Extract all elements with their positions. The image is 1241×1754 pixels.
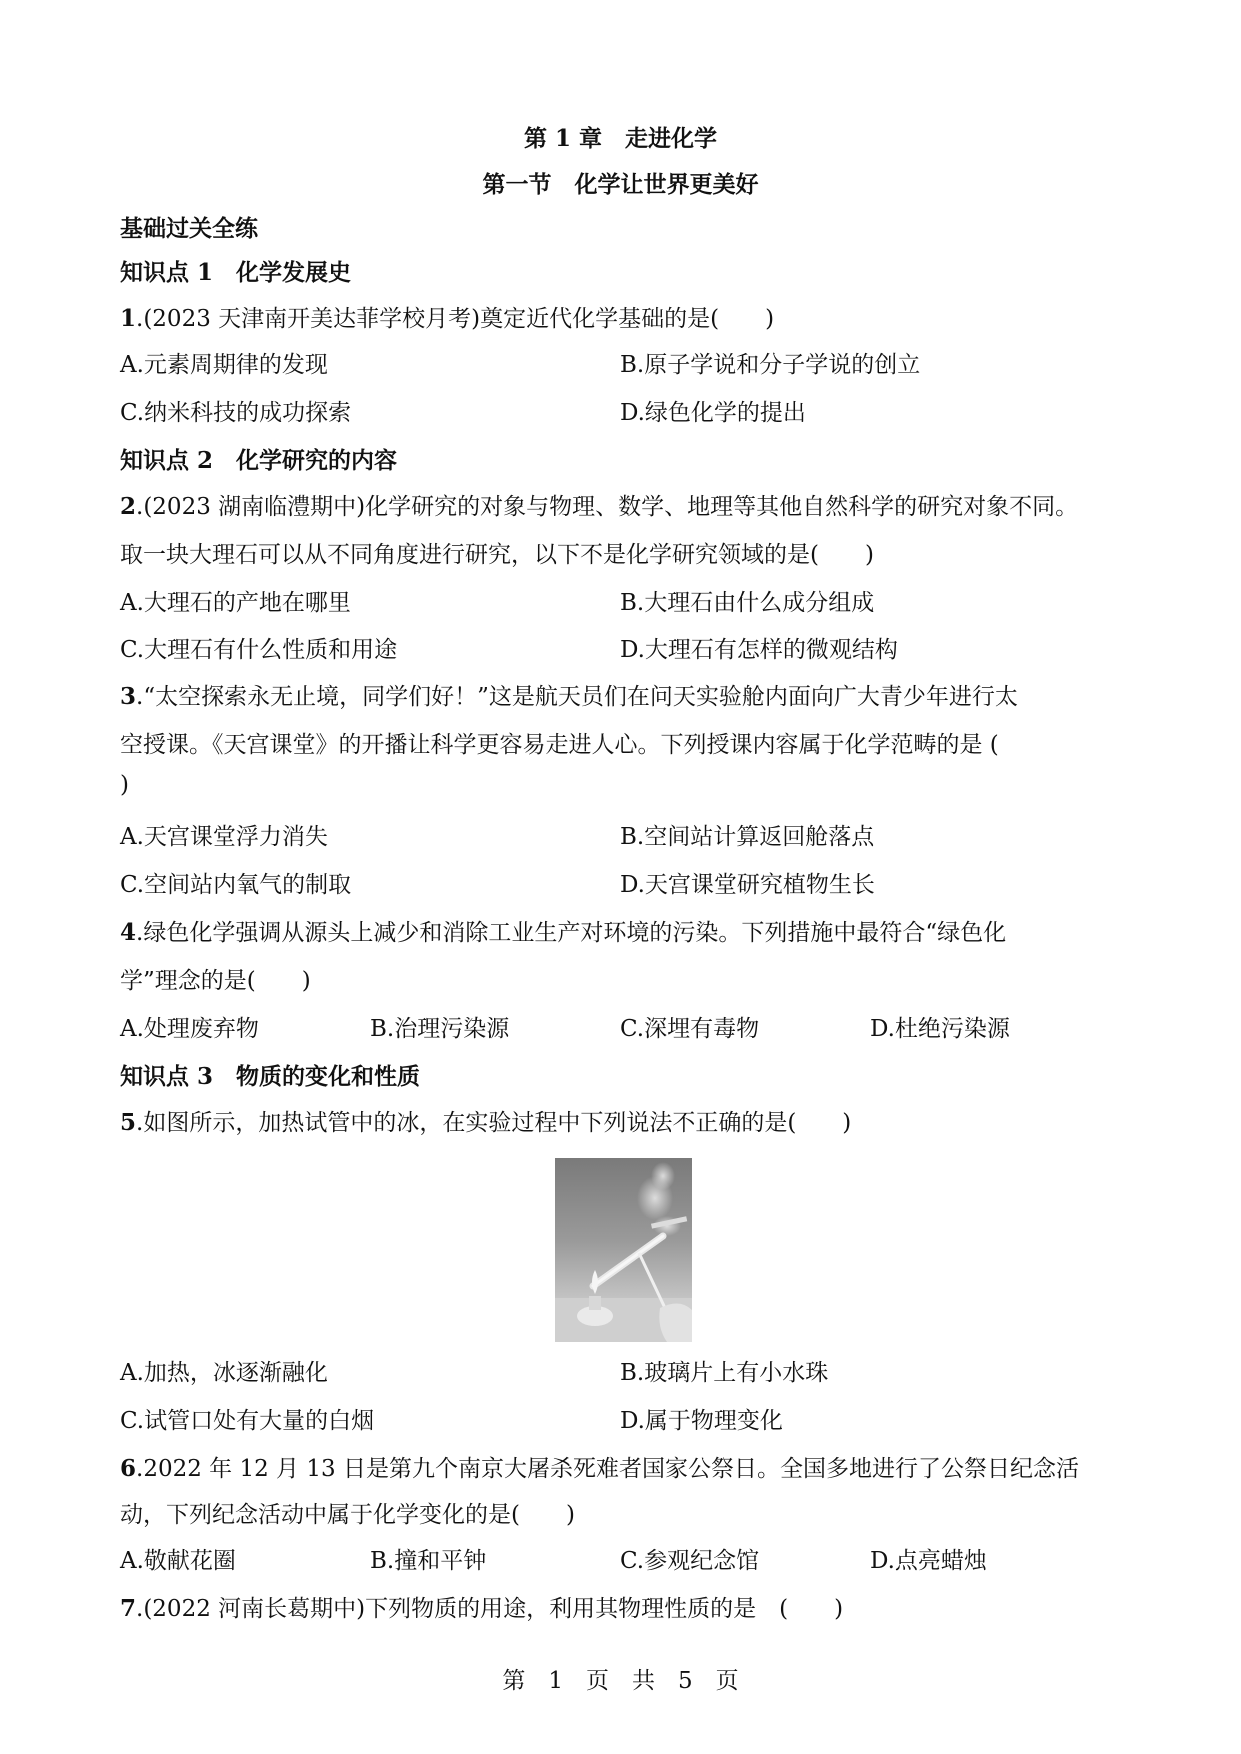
question-4 (120, 914, 1006, 947)
question-number: 4 (120, 919, 137, 946)
question-number: 7 (120, 1595, 137, 1622)
q2-option-d: D.大理石有怎样的微观结构 (620, 637, 898, 663)
q1-option-b: B.原子学说和分子学说的创立 (620, 352, 921, 378)
q5-option-c: C.试管口处有大量的白烟 (120, 1408, 375, 1434)
chapter-title: 第 1 章 走进化学 (523, 125, 718, 152)
q5-option-d: D.属于物理变化 (620, 1408, 783, 1434)
question-text: .2022 年 12 月 13 日是第九个南京大屠杀死难者国家公祭日。全国多地进行了公祭日纪念活 (136, 1456, 1079, 1482)
question-text: .“太空探索永无止境，同学们好！”这是航天员们在问天实验舱内面向广大青少年进行太 (136, 684, 1018, 710)
question-2 (120, 488, 1078, 521)
q6-option-c: C.参观纪念馆 (620, 1548, 760, 1574)
question-3-line-3: ) (120, 772, 129, 798)
knowledge-point-2: 知识点 2 化学研究的内容 (120, 447, 398, 474)
heating-test-tube-illustration (555, 1158, 692, 1342)
q2-option-c: C.大理石有什么性质和用途 (120, 637, 398, 663)
question-text: .如图所示，加热试管中的冰，在实验过程中下列说法不正确的是( ) (136, 1110, 852, 1136)
knowledge-point-1: 知识点 1 化学发展史 (120, 259, 352, 286)
question-number: 2 (120, 493, 137, 520)
q4-option-c: C.深埋有毒物 (620, 1016, 760, 1042)
q3-option-d: D.天宫课堂研究植物生长 (620, 872, 875, 898)
question-text: .绿色化学强调从源头上减少和消除工业生产对环境的污染。下列措施中最符合“绿色化 (136, 920, 1007, 946)
question-6 (120, 1450, 1079, 1483)
q4-option-b: B.治理污染源 (370, 1016, 510, 1042)
question-text: .(2023 天津南开美达菲学校月考)奠定近代化学基础的是( ) (136, 306, 775, 332)
knowledge-point-3: 知识点 3 物质的变化和性质 (120, 1063, 421, 1090)
experiment-photo (555, 1158, 692, 1342)
question-text: .(2023 湖南临澧期中)化学研究的对象与物理、数学、地理等其他自然科学的研究对象不同。 (136, 494, 1079, 520)
question-7 (120, 1590, 843, 1623)
page-footer: 第 1 页 共 5 页 (502, 1668, 739, 1694)
question-6-line-2: 动，下列纪念活动中属于化学变化的是( ) (120, 1502, 575, 1528)
q2-option-a: A.大理石的产地在哪里 (120, 590, 351, 616)
q1-option-d: D.绿色化学的提出 (620, 400, 806, 426)
section-title: 第一节 化学让世界更美好 (482, 171, 759, 198)
question-3-line-2: 空授课。《天宫课堂》的开播让科学更容易走进人心。下列授课内容属于化学范畴的是 ( (120, 732, 999, 758)
q3-option-c: C.空间站内氧气的制取 (120, 872, 352, 898)
question-number: 1 (120, 305, 137, 332)
q4-option-a: A.处理废弃物 (120, 1016, 259, 1042)
q6-option-b: B.撞和平钟 (370, 1548, 487, 1574)
q5-option-a: A.加热，冰逐渐融化 (120, 1360, 328, 1386)
question-text: .(2022 河南长葛期中)下列物质的用途，利用其物理性质的是 ( ) (136, 1596, 844, 1622)
q6-option-d: D.点亮蜡烛 (870, 1548, 987, 1574)
question-5 (120, 1104, 851, 1137)
question-number: 3 (120, 683, 137, 710)
q5-option-b: B.玻璃片上有小水珠 (620, 1360, 829, 1386)
question-number: 5 (120, 1109, 137, 1136)
question-4-line-2: 学”理念的是( ) (120, 968, 311, 994)
question-2-line-2: 取一块大理石可以从不同角度进行研究，以下不是化学研究领域的是( ) (120, 542, 874, 568)
q1-option-a: A.元素周期律的发现 (120, 352, 328, 378)
question-number: 6 (120, 1455, 137, 1482)
question-1 (120, 300, 774, 333)
q3-option-a: A.天宫课堂浮力消失 (120, 824, 328, 850)
q1-option-c: C.纳米科技的成功探索 (120, 400, 352, 426)
q4-option-d: D.杜绝污染源 (870, 1016, 1010, 1042)
practice-heading: 基础过关全练 (120, 215, 258, 242)
q2-option-b: B.大理石由什么成分组成 (620, 590, 875, 616)
question-3 (120, 678, 1018, 711)
q6-option-a: A.敬献花圈 (120, 1548, 236, 1574)
q3-option-b: B.空间站计算返回舱落点 (620, 824, 875, 850)
